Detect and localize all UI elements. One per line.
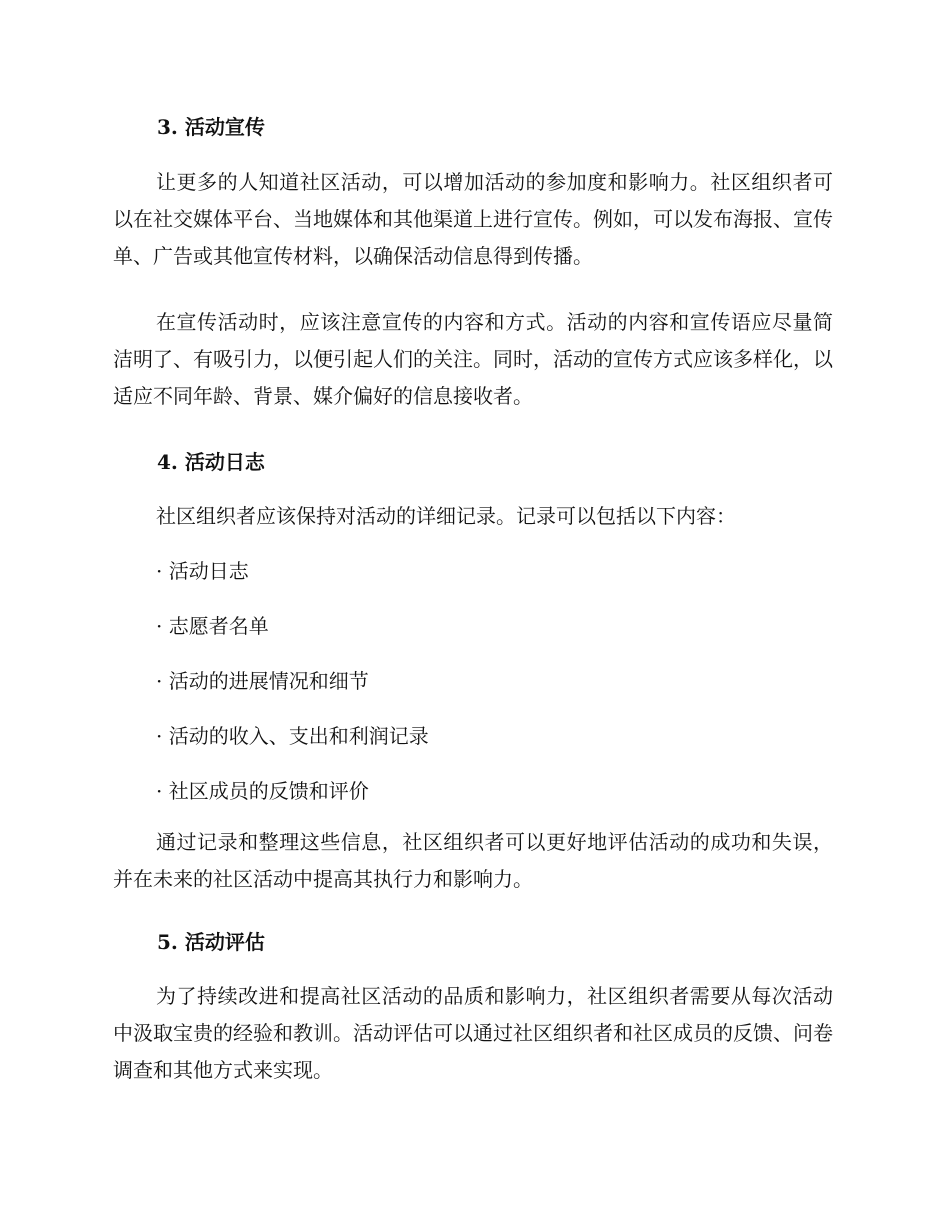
list-item-progress-details: · 活动的进展情况和细节 xyxy=(156,669,369,693)
paragraph-log-intro: 社区组织者应该保持对活动的详细记录。记录可以包括以下内容： xyxy=(156,504,736,528)
list-item-volunteer-list: · 志愿者名单 xyxy=(156,614,269,638)
list-item-activity-log: · 活动日志 xyxy=(156,559,249,583)
section-heading-log: 4. 活动日志 xyxy=(157,450,265,474)
list-item-member-feedback: · 社区成员的反馈和评价 xyxy=(156,779,369,803)
list-item-finance-records: · 活动的收入、支出和利润记录 xyxy=(156,724,429,748)
paragraph-publicity-2: 在宣传活动时，应该注意宣传的内容和方式。活动的内容和宣传语应尽量简洁明了、有吸引力，以便引起人们的关注。同时，活动的宣传方式应该多样化，以适应不同年龄、背景、媒介偏好的信息接收者。 xyxy=(113,310,833,408)
paragraph-log-closing: 通过记录和整理这些信息，社区组织者可以更好地评估活动的成功和失误，并在未来的社区活动中提高其执行力和影响力。 xyxy=(113,830,833,891)
section-heading-evaluation: 5. 活动评估 xyxy=(157,930,265,954)
paragraph-publicity-1: 让更多的人知道社区活动，可以增加活动的参加度和影响力。社区组织者可以在社交媒体平台、当地媒体和其他渠道上进行宣传。例如，可以发布海报、宣传单、广告或其他宣传材料，以确保活动信息得到传播。 xyxy=(113,170,833,268)
paragraph-evaluation-1: 为了持续改进和提高社区活动的品质和影响力，社区组织者需要从每次活动中汲取宝贵的经验和教训。活动评估可以通过社区组织者和社区成员的反馈、问卷调查和其他方式来实现。 xyxy=(113,984,833,1082)
section-heading-publicity: 3. 活动宣传 xyxy=(157,115,265,139)
